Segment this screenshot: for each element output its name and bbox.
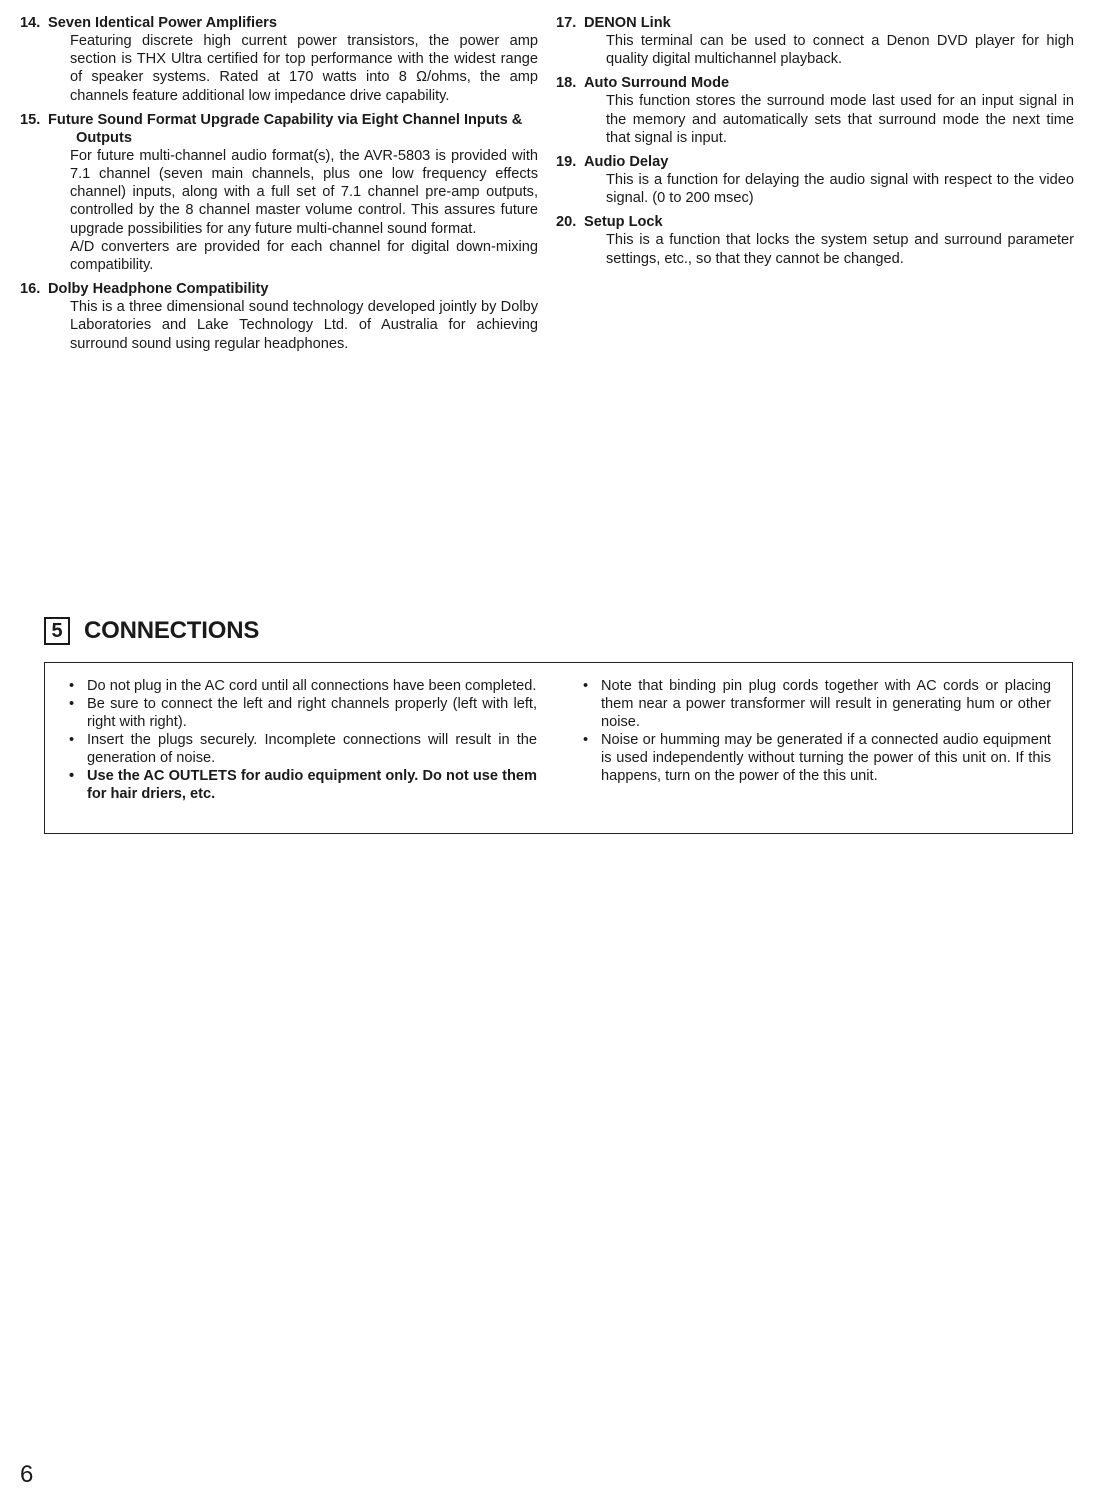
bullet-icon: • [583, 678, 589, 694]
bullet-icon: • [69, 768, 75, 784]
feature-title-text: Auto Surround Mode [584, 75, 730, 92]
features-left-column [20, 14, 538, 359]
feature-title: 17. DENON Link [556, 15, 671, 31]
feature-title-text: Future Sound Format Upgrade Capability via Eight Channel Inputs & Outputs [48, 111, 523, 146]
feature-title: 16. Dolby Headphone Compatibility [20, 281, 269, 298]
feature-paragraph: This is a three dimensional sound technology developed jointly by Dolby Laboratories and Lake Technology Ltd. of Australia for achieving surround sound using regular headphones. [70, 299, 538, 352]
bullet-icon: • [69, 732, 75, 748]
bullet-icon: • [69, 678, 75, 694]
connections-notes-box [44, 662, 1073, 834]
note-text: Noise or humming may be generated if a connected audio equipment is used independently without turning the power of this unit on. If this happens, turn on the power of the this unit. [601, 732, 1051, 784]
features-right-column [556, 14, 1074, 274]
feature-16 [20, 280, 538, 353]
feature-18 [556, 74, 1074, 147]
note-text: Do not plug in the AC cord until all connections have been completed. [87, 678, 537, 694]
note-text: Use the AC OUTLETS for audio equipment only. Do not use them for hair driers, etc. [87, 768, 537, 802]
note-text: Insert the plugs securely. Incomplete connections will result in the generation of noise. [87, 732, 537, 766]
feature-paragraph: For future multi-channel audio format(s), the AVR-5803 is provided with 7.1 channel (seven main channels, plus one low frequency effects channel) inputs, along with a full set of 7.1 channel pre-amp outputs, controlled by the 8 channel master volume control. This assures future upgrade possibilities for any future multi-channel sound format. [70, 147, 538, 237]
note-item [67, 695, 537, 731]
feature-paragraph: This terminal can be used to connect a Denon DVD player for high quality digital multichannel playback. [606, 33, 1074, 68]
feature-paragraph: This is a function for delaying the audio signal with respect to the video signal. (0 to 200 msec) [606, 172, 1074, 207]
section-title: CONNECTIONS [84, 617, 260, 644]
note-item [581, 677, 1051, 731]
notes-left-column [67, 677, 537, 803]
feature-paragraph: A/D converters are provided for each channel for digital down-mixing compatibility. [70, 238, 538, 274]
feature-body [70, 32, 538, 105]
section-number-box: 5 [44, 617, 70, 645]
feature-19 [556, 153, 1074, 207]
note-text: Note that binding pin plug cords together with AC cords or placing them near a power transformer will result in generating hum or other noise. [601, 678, 1051, 730]
feature-title-text: Setup Lock [584, 214, 663, 231]
feature-title-text: Dolby Headphone Compatibility [48, 281, 269, 298]
feature-body [70, 147, 538, 274]
feature-title-text: DENON Link [584, 15, 671, 31]
note-item [67, 731, 537, 767]
feature-paragraph: Featuring discrete high current power transistors, the power amp section is THX Ultra certified for top performance with the widest range of speaker systems. Rated at 170 watts into 8 Ω/ohms, the amp channels feature additional low impedance drive capability. [70, 33, 538, 104]
feature-title: 20. Setup Lock [556, 214, 663, 231]
feature-body [606, 171, 1074, 207]
feature-title-text: Seven Identical Power Amplifiers [48, 15, 277, 31]
feature-title: 15. Future Sound Format Upgrade Capability via Eight Channel Inputs & Outputs [20, 111, 523, 146]
feature-body [606, 231, 1074, 267]
feature-paragraph: This is a function that locks the system setup and surround parameter settings, etc., so that they cannot be changed. [606, 232, 1074, 267]
feature-title-text: Audio Delay [584, 154, 669, 171]
bullet-icon: • [69, 696, 75, 712]
section-heading [44, 617, 259, 645]
feature-paragraph: This function stores the surround mode last used for an input signal in the memory and automatically sets that surround mode the next time that signal is input. [606, 93, 1074, 146]
feature-20 [556, 213, 1074, 267]
feature-17 [556, 14, 1074, 68]
note-text: Be sure to connect the left and right channels properly (left with left, right with right). [87, 696, 537, 730]
feature-14 [20, 14, 538, 105]
note-item-warning [67, 767, 537, 803]
note-item [67, 677, 537, 695]
feature-title: 18. Auto Surround Mode [556, 75, 730, 92]
feature-15 [20, 111, 538, 274]
feature-body [606, 92, 1074, 147]
page-number: 6 [20, 1461, 34, 1488]
feature-title: 14. Seven Identical Power Amplifiers [20, 15, 277, 31]
note-item [581, 731, 1051, 785]
bullet-icon: • [583, 732, 589, 748]
feature-title: 19. Audio Delay [556, 154, 669, 171]
feature-body [70, 298, 538, 353]
notes-right-column [581, 677, 1051, 785]
feature-body [606, 32, 1074, 68]
